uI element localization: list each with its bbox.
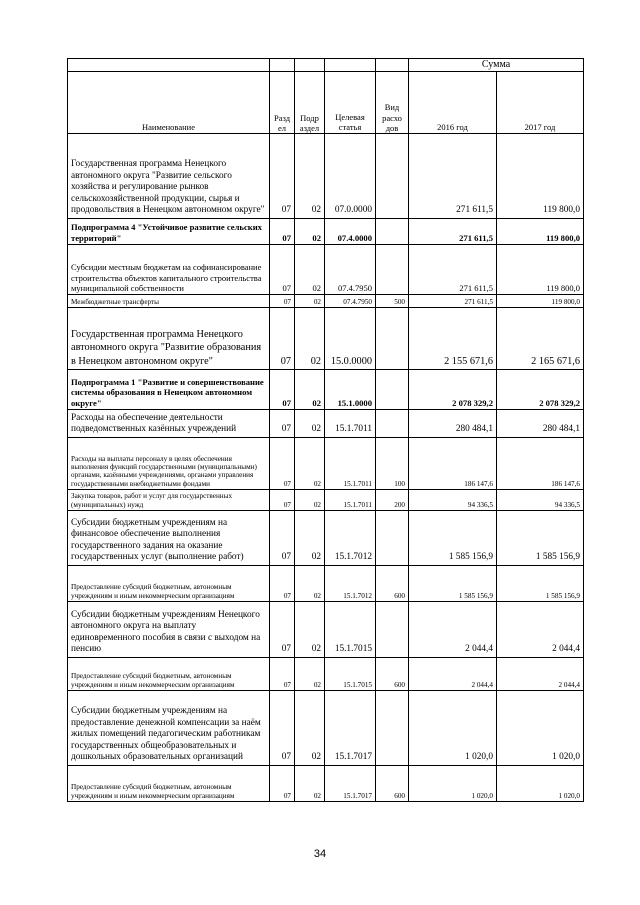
row-2016: 2 044,4: [409, 658, 497, 691]
row-2017: 119 800,0: [497, 295, 584, 308]
budget-table: [67, 58, 584, 802]
header-empty-cell: [295, 59, 325, 72]
header-row: [68, 72, 584, 134]
row-2016: 271 611,5: [409, 134, 497, 219]
row-podrazdel: 02: [295, 219, 325, 245]
row-2016: 1 020,0: [409, 766, 497, 802]
row-podrazdel: 02: [295, 308, 325, 370]
table-row: [68, 295, 584, 308]
row-podrazdel: 02: [295, 658, 325, 691]
header-empty-cell: [68, 59, 270, 72]
row-vid: [376, 691, 409, 766]
row-name: Закупка товаров, работ и услуг для государственных (муниципальных) нужд: [68, 490, 270, 511]
row-vid: 100: [376, 438, 409, 490]
row-vid: 600: [376, 566, 409, 602]
row-2017: 119 800,0: [497, 245, 584, 295]
row-target: 07.4.0000: [325, 219, 376, 245]
row-vid: 500: [376, 295, 409, 308]
row-razdel: 07: [270, 410, 295, 438]
table-row: [68, 308, 584, 370]
row-razdel: 07: [270, 295, 295, 308]
row-name: Подпрограмма 4 "Устойчивое развитие сельских территорий": [68, 219, 270, 245]
row-razdel: 07: [270, 602, 295, 658]
row-podrazdel: 02: [295, 295, 325, 308]
row-podrazdel: 02: [295, 566, 325, 602]
row-2016: 280 484,1: [409, 410, 497, 438]
row-vid: 200: [376, 490, 409, 511]
row-target: 15.1.7015: [325, 602, 376, 658]
header-razdel: Разд ел: [270, 72, 295, 134]
row-2017: 2 044,4: [497, 602, 584, 658]
header-target: Целевая статья: [325, 72, 376, 134]
row-podrazdel: 02: [295, 410, 325, 438]
header-2016: 2016 год: [409, 72, 497, 134]
header-empty-cell: [270, 59, 295, 72]
row-vid: [376, 410, 409, 438]
row-2017: 2 044,4: [497, 658, 584, 691]
row-podrazdel: 02: [295, 766, 325, 802]
row-razdel: 07: [270, 245, 295, 295]
row-2017: 1 020,0: [497, 691, 584, 766]
row-podrazdel: 02: [295, 438, 325, 490]
row-razdel: 07: [270, 490, 295, 511]
row-2016: 271 611,5: [409, 219, 497, 245]
row-target: 15.1.7011: [325, 490, 376, 511]
row-2017: 1 585 156,9: [497, 511, 584, 566]
row-name: Государственная программа Ненецкого автономного округа "Развитие сельского хозяйства и регулирование рынков сельскохозяйственной продукции, сырья и продовольствия в Ненецком автономном округе": [68, 134, 270, 219]
row-podrazdel: 02: [295, 134, 325, 219]
row-name: Субсидии бюджетным учреждениям Ненецкого автономного округа на выплату единовременного пособия в связи с выходом на пенсию: [68, 602, 270, 658]
row-razdel: 07: [270, 691, 295, 766]
row-2017: 1 020,0: [497, 766, 584, 802]
row-razdel: 07: [270, 308, 295, 370]
row-razdel: 07: [270, 438, 295, 490]
header-name: Наименование: [68, 72, 270, 134]
row-2017: 186 147,6: [497, 438, 584, 490]
header-empty-cell: [376, 59, 409, 72]
header-row-summa: [68, 59, 584, 72]
table-row: [68, 766, 584, 802]
row-2016: 271 611,5: [409, 245, 497, 295]
table-row: [68, 602, 584, 658]
row-podrazdel: 02: [295, 490, 325, 511]
table-row: [68, 134, 584, 219]
header-podrazdel: Подр аздел: [295, 72, 325, 134]
row-2016: 1 020,0: [409, 691, 497, 766]
row-2016: 2 044,4: [409, 602, 497, 658]
table-row: [68, 691, 584, 766]
row-razdel: 07: [270, 219, 295, 245]
row-2016: 1 585 156,9: [409, 511, 497, 566]
row-target: 15.1.7011: [325, 438, 376, 490]
row-vid: 600: [376, 766, 409, 802]
row-2016: 2 078 329,2: [409, 370, 497, 410]
row-2016: 2 155 671,6: [409, 308, 497, 370]
row-podrazdel: 02: [295, 691, 325, 766]
table-row: [68, 245, 584, 295]
row-2017: 119 800,0: [497, 219, 584, 245]
row-target: 15.1.7017: [325, 766, 376, 802]
header-vid: Вид расхо дов: [376, 72, 409, 134]
header-2017: 2017 год: [497, 72, 584, 134]
row-vid: [376, 219, 409, 245]
row-vid: [376, 370, 409, 410]
row-name: Государственная программа Ненецкого автономного округа "Развитие образования в Ненецком автономном округе": [68, 308, 270, 370]
row-2016: 1 585 156,9: [409, 566, 497, 602]
row-target: 07.4.7950: [325, 295, 376, 308]
page-number: 34: [313, 848, 327, 860]
row-vid: [376, 245, 409, 295]
row-vid: [376, 134, 409, 219]
row-name: Субсидии местным бюджетам на софинансирование строительства объектов капитального строительства муниципальной собственности: [68, 245, 270, 295]
row-2017: 2 165 671,6: [497, 308, 584, 370]
row-name: Субсидии бюджетным учреждениям на финансовое обеспечение выполнения государственного задания на оказание государственных услуг (выполнение работ): [68, 511, 270, 566]
row-target: 15.1.7015: [325, 658, 376, 691]
table-row: [68, 219, 584, 245]
row-name: Расходы на обеспечение деятельности подведомственных казённых учреждений: [68, 410, 270, 438]
row-2017: 119 800,0: [497, 134, 584, 219]
row-name: Предоставление субсидий бюджетным, автономным учреждениям и иным некоммерческим организациям: [68, 766, 270, 802]
table-row: [68, 511, 584, 566]
row-name: Подпрограмма 1 "Развитие и совершенствование системы образования в Ненецком автономном округе": [68, 370, 270, 410]
row-razdel: 07: [270, 566, 295, 602]
row-target: 15.1.7012: [325, 511, 376, 566]
row-2017: 2 078 329,2: [497, 370, 584, 410]
row-name: Предоставление субсидий бюджетным, автономным учреждениям и иным некоммерческим организациям: [68, 658, 270, 691]
row-vid: [376, 511, 409, 566]
row-name: Межбюджетные трансферты: [68, 295, 270, 308]
row-target: 15.1.7012: [325, 566, 376, 602]
row-target: 15.1.7011: [325, 410, 376, 438]
row-target: 15.1.0000: [325, 370, 376, 410]
row-name: Расходы на выплаты персоналу в целях обеспечения выполнения функций государственными (муниципальными) органами, казёнными учреждениями, органами управления государственными внебюджетными фондами: [68, 438, 270, 490]
row-2016: 94 336,5: [409, 490, 497, 511]
row-vid: [376, 308, 409, 370]
row-razdel: 07: [270, 658, 295, 691]
row-podrazdel: 02: [295, 370, 325, 410]
table-row: [68, 370, 584, 410]
header-empty-cell: [325, 59, 376, 72]
row-razdel: 07: [270, 766, 295, 802]
row-2017: 280 484,1: [497, 410, 584, 438]
table-row: [68, 566, 584, 602]
row-razdel: 07: [270, 370, 295, 410]
row-target: 15.1.7017: [325, 691, 376, 766]
row-2017: 94 336,5: [497, 490, 584, 511]
table-row: [68, 410, 584, 438]
row-razdel: 07: [270, 511, 295, 566]
row-2016: 271 611,5: [409, 295, 497, 308]
table-row: [68, 490, 584, 511]
table-row: [68, 658, 584, 691]
row-target: 07.4.7950: [325, 245, 376, 295]
row-2017: 1 585 156,9: [497, 566, 584, 602]
row-target: 07.0.0000: [325, 134, 376, 219]
header-summa: Сумма: [409, 59, 584, 72]
row-vid: [376, 602, 409, 658]
row-podrazdel: 02: [295, 245, 325, 295]
row-podrazdel: 02: [295, 602, 325, 658]
row-podrazdel: 02: [295, 511, 325, 566]
row-razdel: 07: [270, 134, 295, 219]
row-vid: 600: [376, 658, 409, 691]
row-2016: 186 147,6: [409, 438, 497, 490]
table-row: [68, 438, 584, 490]
row-name: Предоставление субсидий бюджетным, автономным учреждениям и иным некоммерческим организациям: [68, 566, 270, 602]
row-target: 15.0.0000: [325, 308, 376, 370]
row-name: Субсидии бюджетным учреждениям на предоставление денежной компенсации за наём жилых помещений педагогическим работникам государственных общеобразовательных и дошкольных образовательных организаций: [68, 691, 270, 766]
